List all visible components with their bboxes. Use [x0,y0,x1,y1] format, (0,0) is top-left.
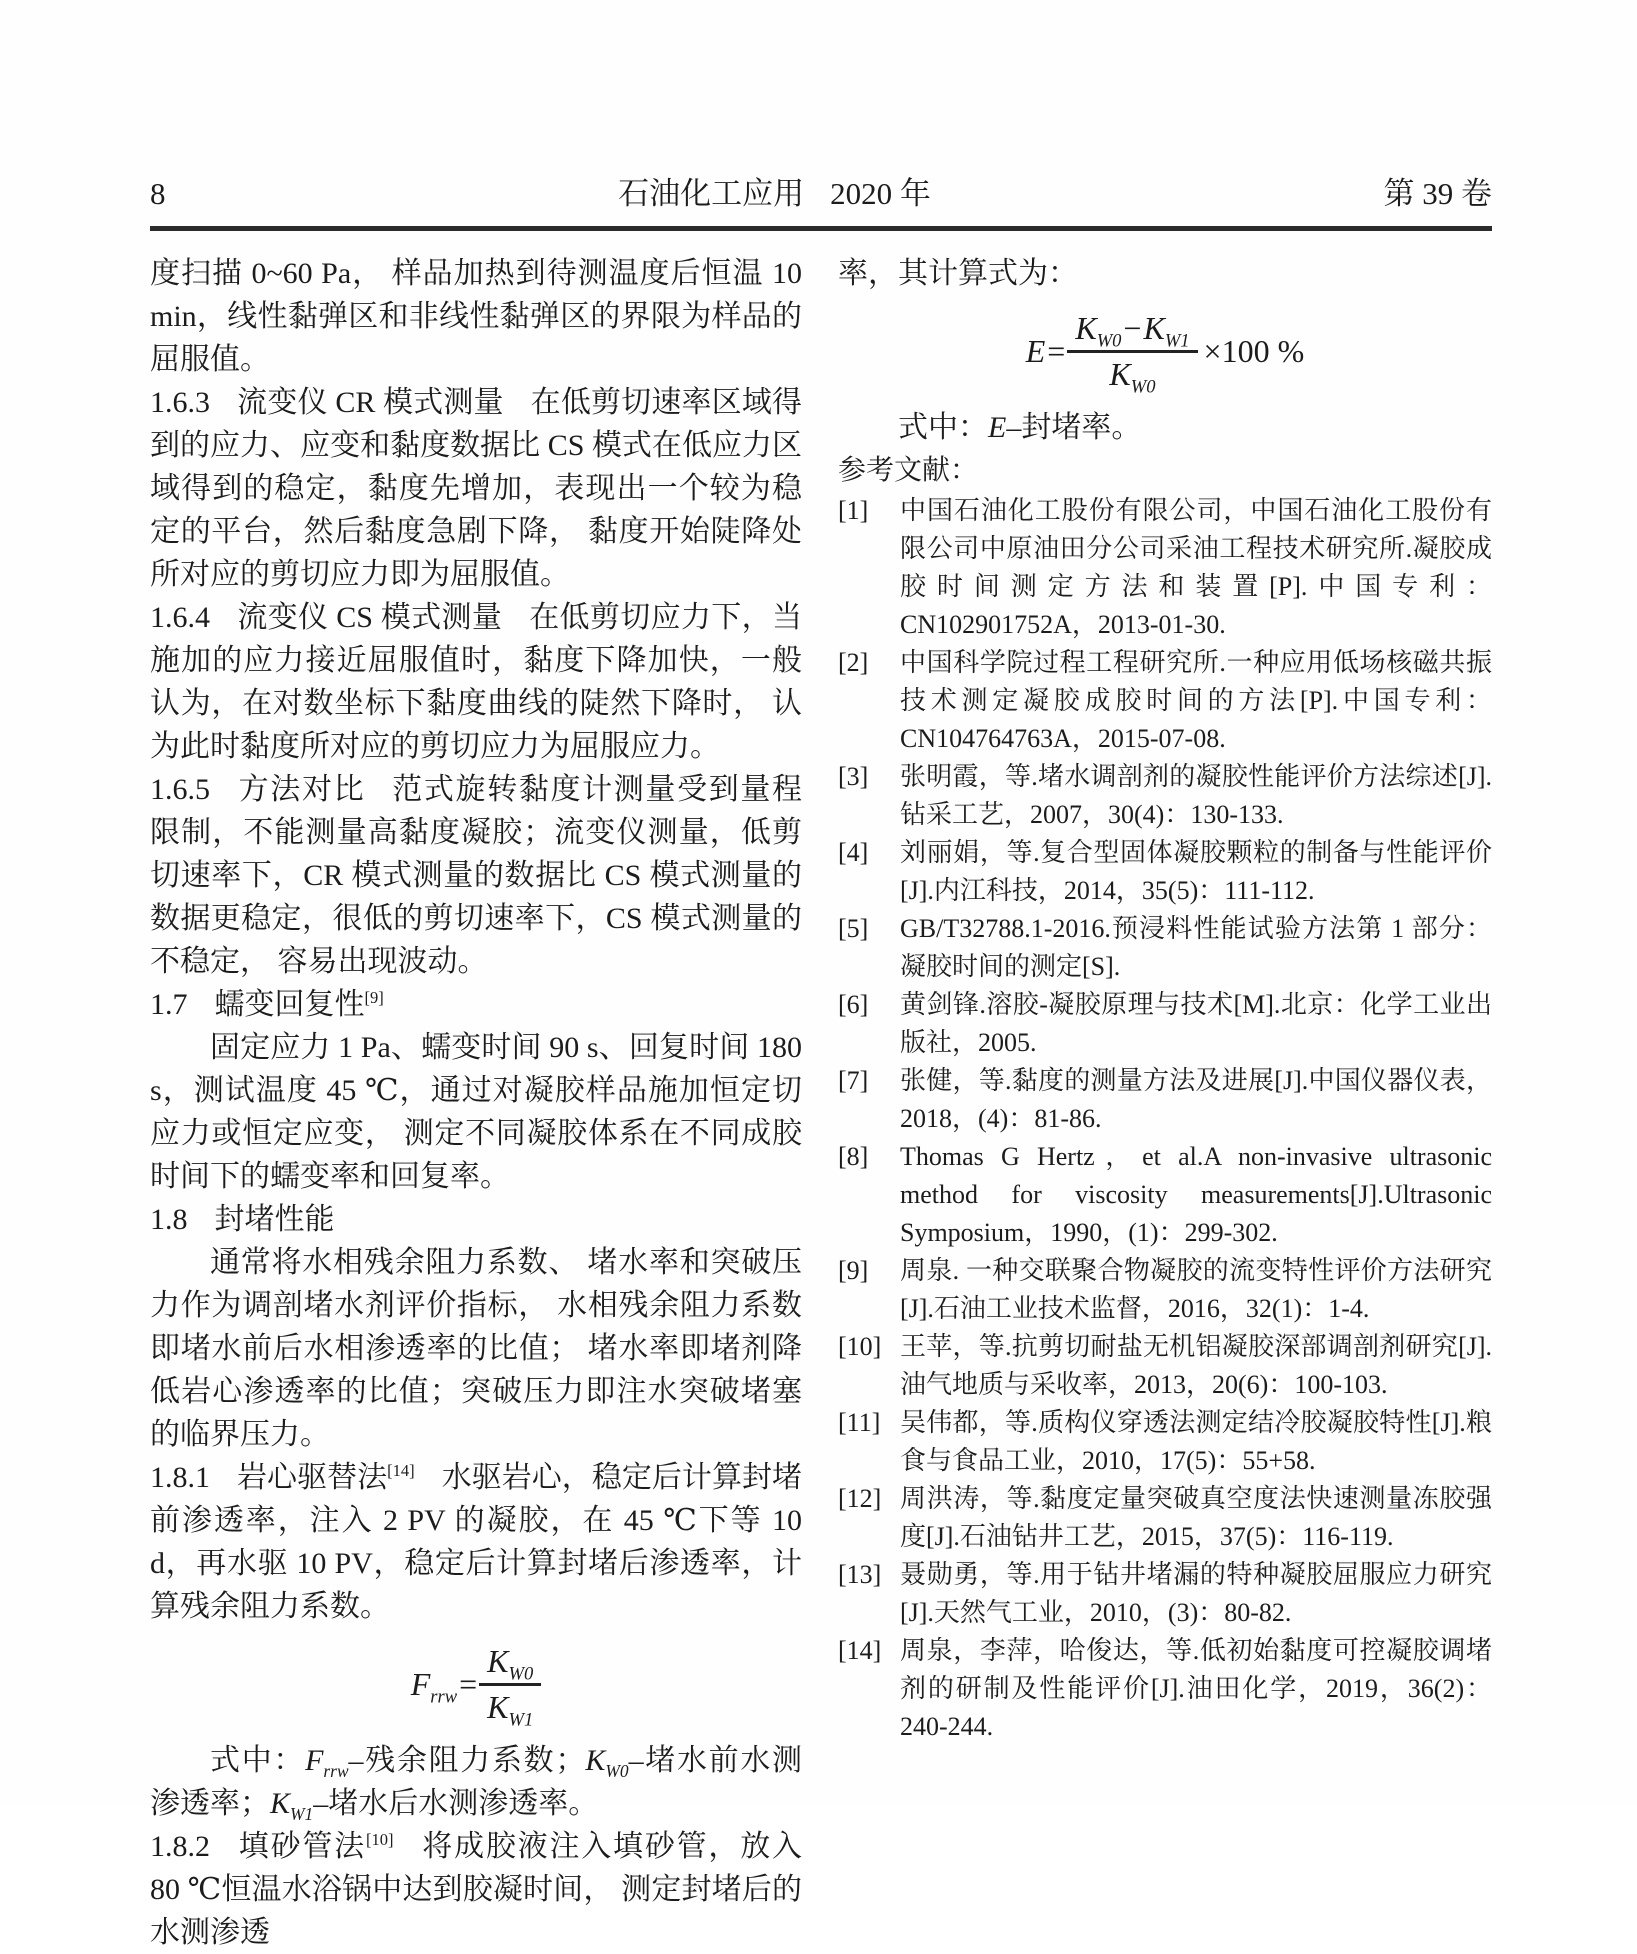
reference-text: GB/T32788.1-2016.预浸料性能试验方法第 1 部分：凝胶时间的测定[S]. [900,914,1492,982]
reference-text: 聂勋勇，等.用于钻井堵漏的特种凝胶屈服应力研究[J].天然气工业，2010，(3)：80-82. [900,1560,1492,1628]
section-1-8-heading [150,1198,802,1241]
reference-text: 吴伟都，等.质构仪穿透法测定结冷胶凝胶特性[J].粮食与食品工业，2010，17(5)：55+58. [900,1408,1492,1476]
reference-number: [7] [838,1066,869,1096]
section-1-6-5 [150,768,802,983]
citation-superscript: [14] [387,1461,415,1480]
fraction [479,1643,541,1731]
section-number: 1.6.3 [150,386,210,419]
reference-item [838,1632,1492,1746]
reference-item [838,910,1492,986]
fraction [1067,310,1197,398]
section-1-7-heading [150,983,802,1026]
section-1-6-4 [150,596,802,768]
reference-item [838,834,1492,910]
formula-legend: 式中：E–封堵率。 [898,411,1142,445]
section-title: 蠕变回复性 [214,988,365,1021]
reference-text: 中国科学院过程工程研究所.一种应用低场核磁共振技术测定凝胶成胶时间的方法[P].中国专利：CN104764763A，2015-07-08. [900,648,1492,754]
section-title: 岩心驱替法 [237,1461,388,1494]
section-title: 流变仪 CR 模式测量 [237,386,504,419]
reference-text: 张明霞，等.堵水调剖剂的凝胶性能评价方法综述[J].钻采工艺，2007，30(4)：130-133. [900,762,1492,830]
reference-text: 张健，等.黏度的测量方法及进展[J].中国仪器仪表，2018，(4)：81-86. [900,1066,1492,1134]
reference-text: 黄剑锋.溶胶-凝胶原理与技术[M].北京：化学工业出版社，2005. [900,990,1492,1058]
citation-superscript: [9] [364,988,384,1007]
formula-lhs: $F_{rrw}$ [410,1666,458,1708]
fraction-numerator: $K_{W0}$ [479,1644,541,1686]
reference-text: 中国石油化工股份有限公司，中国石油化工股份有限公司中原油田分公司采油工程技术研究所.凝胶成胶时间测定方法和装置[P].中国专利：CN102901752A，2013-01-30. [900,496,1492,640]
paragraph-continuation: 率，其计算式为： [838,257,1078,290]
reference-number: [8] [838,1142,869,1172]
section-number: 1.6.5 [150,773,210,806]
journal-title: 石油化工应用 [618,176,805,211]
section-number: 1.8.1 [150,1461,210,1494]
reference-item [838,1252,1492,1328]
section-1-8-2 [150,1825,802,1954]
section-body: 将成胶液注入填砂管，放入 80 ℃恒温水浴锅中达到胶凝时间， 测定封堵后的水测渗透 [150,1830,803,1950]
paragraph-continuation: 度扫描 0~60 Pa， 样品加热到待测温度后恒温 10 min，线性黏弹区和非线性黏弹区的界限为样品的屈服值。 [150,257,802,376]
formula-plugging-rate [838,310,1492,398]
reference-list [838,492,1492,1746]
fraction-numerator: $K_{W0}-K_{W1}$ [1067,311,1197,353]
section-body: 在低剪切应力下，当施加的应力接近屈服值时，黏度下降加快，一般认为，在对数坐标下黏度曲线的陡然下降时， 认为此时黏度所对应的剪切应力为屈服应力。 [150,601,803,763]
reference-item [838,644,1492,758]
reference-item [838,1328,1492,1404]
section-title: 填砂管法 [237,1830,366,1864]
section-title: 流变仪 CS 模式测量 [237,601,503,634]
reference-number: [4] [838,838,869,868]
section-number: 1.6.4 [150,601,210,634]
reference-number: [3] [838,762,869,792]
reference-number: [9] [838,1256,869,1286]
paragraph-plugging: 通常将水相残余阻力系数、 堵水率和突破压力作为调剖堵水剂评价指标， 水相残余阻力系数即堵水前后水相渗透率的比值； 堵水率即堵剂降低岩心渗透率的比值；突破压力即注水突破堵塞的临界压力。 [150,1246,802,1451]
equals-sign: = [459,1666,478,1703]
reference-number: [11] [838,1408,881,1438]
journal-year: 2020 年 [830,176,931,211]
reference-number: [14] [838,1636,882,1666]
reference-number: [13] [838,1560,882,1590]
section-1-6-3 [150,381,802,596]
running-head [618,168,931,213]
reference-text: 周洪涛，等.黏度定量突破真空度法快速测量冻胶强度[J].石油钻井工艺，2015，37(5)：116-119. [900,1484,1492,1552]
times-100-percent: ×100 % [1203,333,1305,370]
reference-item [838,1480,1492,1556]
formula-residual-resistance [150,1643,802,1731]
reference-text: Thomas G Hertz，et al.A non-invasive ultrasonic method for viscosity measurements[J].Ultrasonic Symposium，1990，(1)：299-302. [900,1142,1492,1248]
section-body: 水驱岩心，稳定后计算封堵前渗透率，注入 2 PV 的凝胶，在 45 ℃下等 10 d，再水驱 10 PV，稳定后计算封堵后渗透率，计算残余阻力系数。 [150,1461,803,1623]
reference-text: 刘丽娟，等.复合型固体凝胶颗粒的制备与性能评价[J].内江科技，2014，35(5)：111-112. [900,838,1492,906]
reference-number: [2] [838,648,869,678]
reference-text: 周泉. 一种交联聚合物凝胶的流变特性评价方法研究[J].石油工业技术监督，2016，32(1)：1-4. [900,1256,1492,1324]
page-number: 8 [150,176,166,211]
fraction-denominator: $K_{W0}$ [1109,356,1156,398]
reference-number: [6] [838,990,869,1020]
reference-item [838,986,1492,1062]
reference-item [838,1138,1492,1252]
reference-item [838,1404,1492,1480]
formula-lhs: E [1025,333,1046,370]
reference-number: [1] [838,496,869,526]
left-column [150,252,802,1954]
reference-item [838,1556,1492,1632]
reference-number: [12] [838,1484,882,1514]
formula-legend: 式中：$F_{rrw}-$残余阻力系数；$K_{W0}-$堵水前水测渗透率；$K_{W1}-$堵水后水测渗透率。 [150,1744,803,1825]
reference-item [838,1062,1492,1138]
section-number: 1.8.2 [150,1830,210,1864]
right-column [838,252,1492,1746]
reference-text: 王苹，等.抗剪切耐盐无机铝凝胶深部调剖剂研究[J].油气地质与采收率，2013，20(6)：100-103. [900,1332,1492,1400]
page-header [150,168,1492,213]
volume-label: 第 39 卷 [1383,176,1492,211]
paragraph-creep: 固定应力 1 Pa、蠕变时间 90 s、回复时间 180 s，测试温度 45 ℃，通过对凝胶样品施加恒定切应力或恒定应变， 测定不同凝胶体系在不同成胶时间下的蠕变率和回复率。 [150,1031,802,1193]
header-rule [150,226,1492,231]
fraction-denominator: $K_{W1}$ [487,1689,534,1731]
section-number: 1.8 [150,1203,188,1236]
reference-item [838,492,1492,644]
section-title: 方法对比 [237,773,366,806]
reference-item [838,758,1492,834]
equals-sign: = [1047,333,1066,370]
reference-number: [5] [838,914,869,944]
reference-text: 周泉，李萍，哈俊达，等.低初始黏度可控凝胶调堵剂的研制及性能评价[J].油田化学，2019，36(2)：240-244. [900,1636,1492,1742]
section-1-8-1 [150,1456,802,1628]
section-title: 封堵性能 [214,1203,335,1236]
references-heading: 参考文献： [838,455,979,487]
section-body: 在低剪切速率区域得到的应力、应变和黏度数据比 CS 模式在低应力区域得到的稳定，黏度先增加，表现出一个较为稳定的平台，然后黏度急剧下降， 黏度开始陡降处所对应的剪切应力即为屈服值。 [150,386,802,591]
section-number: 1.7 [150,988,188,1021]
reference-number: [10] [838,1332,882,1362]
citation-superscript: [10] [365,1830,394,1850]
section-body: 范式旋转黏度计测量受到量程限制，不能测量高黏度凝胶；流变仪测量，低剪切速率下，CR 模式测量的数据比 CS 模式测量的数据更稳定，很低的剪切速率下，CS 模式测量的不稳定， 容易出现波动。 [150,773,803,978]
